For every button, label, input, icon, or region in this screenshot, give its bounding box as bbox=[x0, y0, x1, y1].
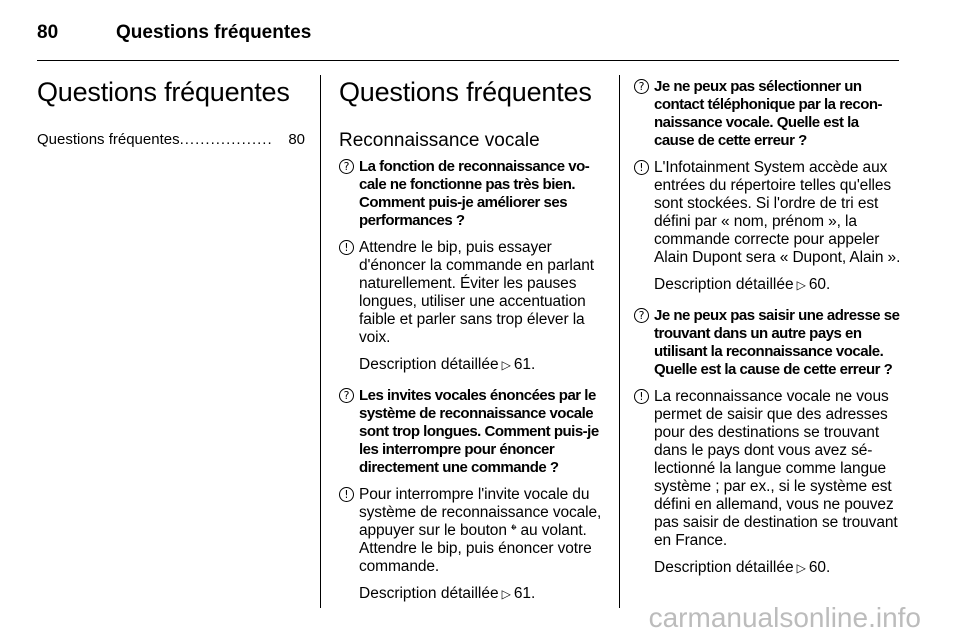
question-text: Les invites vocales énoncées par le système de reconnaissance vocale sont trop longues. Comment puis-je les interrompre pour énoncer directement une commande ? bbox=[359, 387, 599, 476]
question-mark-circle-icon: ? bbox=[634, 79, 649, 94]
question-text: La fonction de reconnaissance vocale ne fonctionne pas très bien. Comment puis-je améliorer ses performances ? bbox=[359, 158, 590, 229]
faq-question bbox=[339, 158, 607, 230]
description-page-link[interactable]: 61. bbox=[513, 356, 536, 373]
middle-column bbox=[339, 72, 607, 616]
description-label: Description détaillée bbox=[359, 356, 499, 373]
arrow-right-icon: ▷ bbox=[501, 358, 511, 372]
page-number: 80 bbox=[37, 22, 59, 43]
faq-question bbox=[634, 307, 902, 379]
question-mark-circle-icon: ? bbox=[339, 388, 354, 403]
voice-control-icon: 𝄌 bbox=[511, 522, 517, 539]
description-reference bbox=[654, 559, 902, 577]
question-text: Je ne peux pas sélectionner un contact téléphonique par la reconnaissance vocale. Quelle est la cause de cette erreur ? bbox=[654, 78, 883, 149]
faq-answer bbox=[634, 159, 902, 267]
description-reference bbox=[654, 276, 902, 294]
exclamation-circle-icon: ! bbox=[339, 487, 354, 502]
description-page-link[interactable]: 60. bbox=[808, 559, 831, 576]
watermark: carmanualsonline.info bbox=[648, 602, 921, 633]
answer-text: L'Infotainment System accède aux entrées du répertoire telles qu'elles sont stockées. Si l'ordre de tri est défini par « nom, prénom », la commande correcte pour appeler Alain Dupont sera « Dupont, Alain ». bbox=[654, 159, 901, 266]
arrow-right-icon: ▷ bbox=[796, 278, 806, 292]
left-column bbox=[37, 72, 305, 149]
toc-page: 80 bbox=[288, 131, 305, 148]
faq-answer bbox=[339, 486, 607, 576]
toc-leader-dots: .................. bbox=[179, 131, 273, 148]
faq-answer bbox=[634, 388, 902, 550]
description-label: Description détaillée bbox=[654, 559, 794, 576]
faq-answer bbox=[339, 239, 607, 347]
exclamation-circle-icon: ! bbox=[634, 389, 649, 404]
answer-text: La reconnaissance vocale ne vous permet de saisir que des adresses pour des destinations se trouvant dans le pays dont vous avez sélectionné la langue comme langue système ; par ex., si le système est défini en allemand, vous ne pouvez pas saisir de destination se trouvant en France. bbox=[654, 388, 898, 549]
section-subheading: Reconnaissance vocale bbox=[339, 130, 540, 151]
toc-label: Questions fréquentes bbox=[37, 131, 180, 148]
question-mark-circle-icon: ? bbox=[339, 159, 354, 174]
toc-entry[interactable] bbox=[37, 130, 305, 149]
answer-text-part-2: au volant. Attendre le bip, puis énoncer votre commande. bbox=[359, 522, 592, 575]
answer-text-part-1: Pour interrompre l'invite vocale du système de reconnaissance vocale, appuyer sur le bouton bbox=[359, 486, 602, 539]
section-title: Questions fréquentes bbox=[339, 77, 592, 107]
answer-text bbox=[359, 486, 607, 576]
column-divider-2 bbox=[619, 75, 620, 608]
description-reference bbox=[359, 585, 607, 603]
arrow-right-icon: ▷ bbox=[796, 561, 806, 575]
question-mark-circle-icon: ? bbox=[634, 308, 649, 323]
right-column bbox=[634, 78, 902, 590]
description-page-link[interactable]: 61. bbox=[513, 585, 536, 602]
description-page-link[interactable]: 60. bbox=[808, 276, 831, 293]
running-header-title: Questions fréquentes bbox=[116, 22, 312, 43]
column-divider-1 bbox=[320, 75, 321, 608]
chapter-title: Questions fréquentes bbox=[37, 77, 290, 107]
exclamation-circle-icon: ! bbox=[339, 240, 354, 255]
header-rule bbox=[37, 60, 899, 61]
arrow-right-icon: ▷ bbox=[501, 587, 511, 601]
question-text: Je ne peux pas saisir une adresse se trouvant dans un autre pays en utilisant la reconnaissance vocale. Quelle est la cause de cette erreur ? bbox=[654, 307, 900, 378]
description-label: Description détaillée bbox=[654, 276, 794, 293]
description-label: Description détaillée bbox=[359, 585, 499, 602]
answer-text: Attendre le bip, puis essayer d'énoncer la commande en parlant naturellement. Éviter les pauses longues, utiliser une accentuation faible et parler sans trop élever la voix. bbox=[359, 239, 594, 346]
faq-question bbox=[339, 387, 607, 477]
faq-question bbox=[634, 78, 902, 150]
exclamation-circle-icon: ! bbox=[634, 160, 649, 175]
description-reference bbox=[359, 356, 607, 374]
